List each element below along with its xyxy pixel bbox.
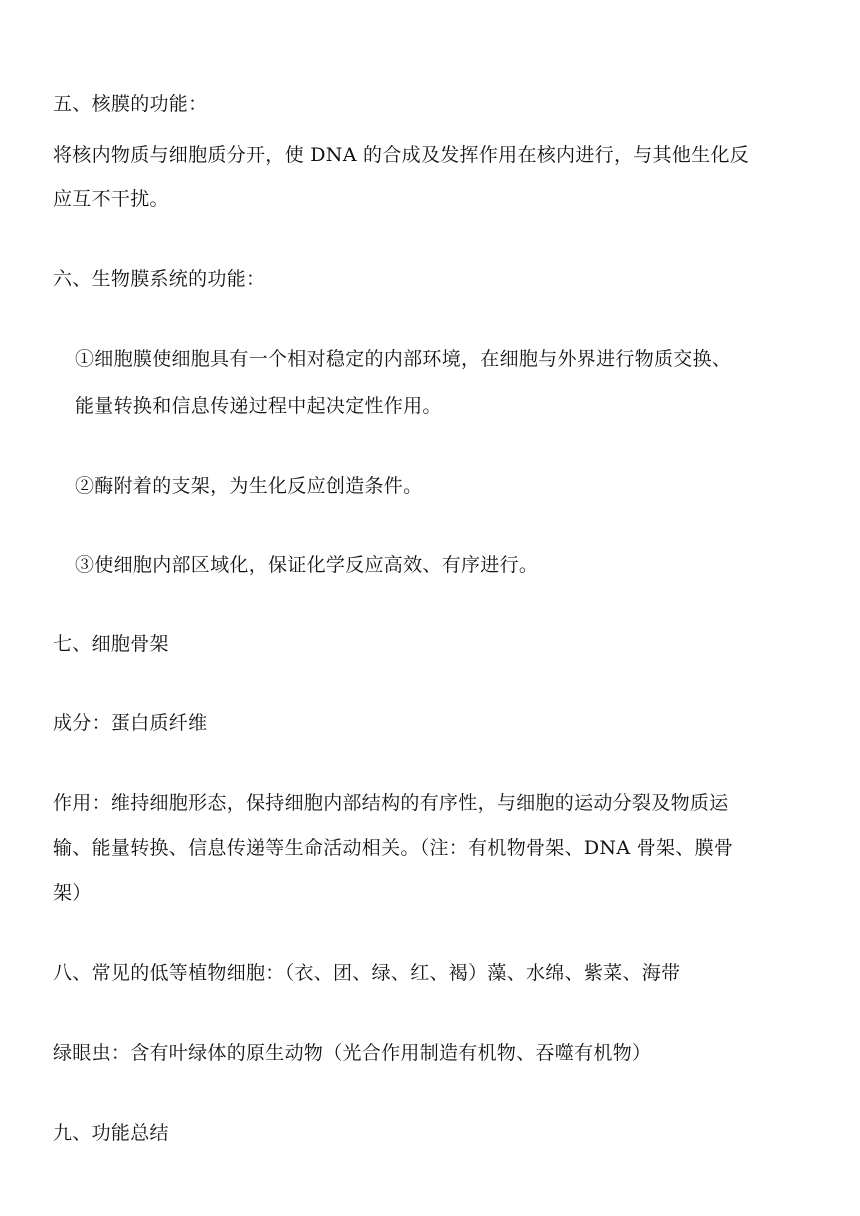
section-heading-9: 九、功能总结: [53, 1122, 169, 1144]
section-heading-6: 六、生物膜系统的功能：: [53, 268, 266, 290]
paragraph-line: 成分：蛋白质纤维: [53, 712, 208, 734]
section-heading-5: 五、核膜的功能：: [53, 93, 208, 115]
paragraph-line: 绿眼虫：含有叶绿体的原生动物（光合作用制造有机物、吞噬有机物）: [53, 1042, 652, 1064]
list-item-1: ①细胞膜使细胞具有一个相对稳定的内部环境，在细胞与外界进行物质交换、: [75, 348, 732, 370]
section-heading-7: 七、细胞骨架: [53, 633, 169, 655]
paragraph-line: 将核内物质与细胞质分开，使 DNA 的合成及发挥作用在核内进行，与其他生化反: [53, 144, 750, 166]
paragraph-line: 输、能量转换、信息传递等生命活动相关。（注：有机物骨架、DNA 骨架、膜骨: [53, 837, 734, 859]
list-item-2: ②酶附着的支架，为生化反应创造条件。: [75, 475, 423, 497]
paragraph-line: 应互不干扰。: [53, 188, 169, 210]
paragraph-line: 架）: [53, 882, 92, 904]
paragraph-line: 作用：维持细胞形态，保持细胞内部结构的有序性，与细胞的运动分裂及物质运: [53, 792, 729, 814]
section-heading-8: 八、常见的低等植物细胞：（衣、团、绿、红、褐）藻、水绵、紫菜、海带: [53, 962, 681, 984]
list-item-3: ③使细胞内部区域化，保证化学反应高效、有序进行。: [75, 554, 539, 576]
list-item-1-continued: 能量转换和信息传递过程中起决定性作用。: [75, 395, 442, 417]
